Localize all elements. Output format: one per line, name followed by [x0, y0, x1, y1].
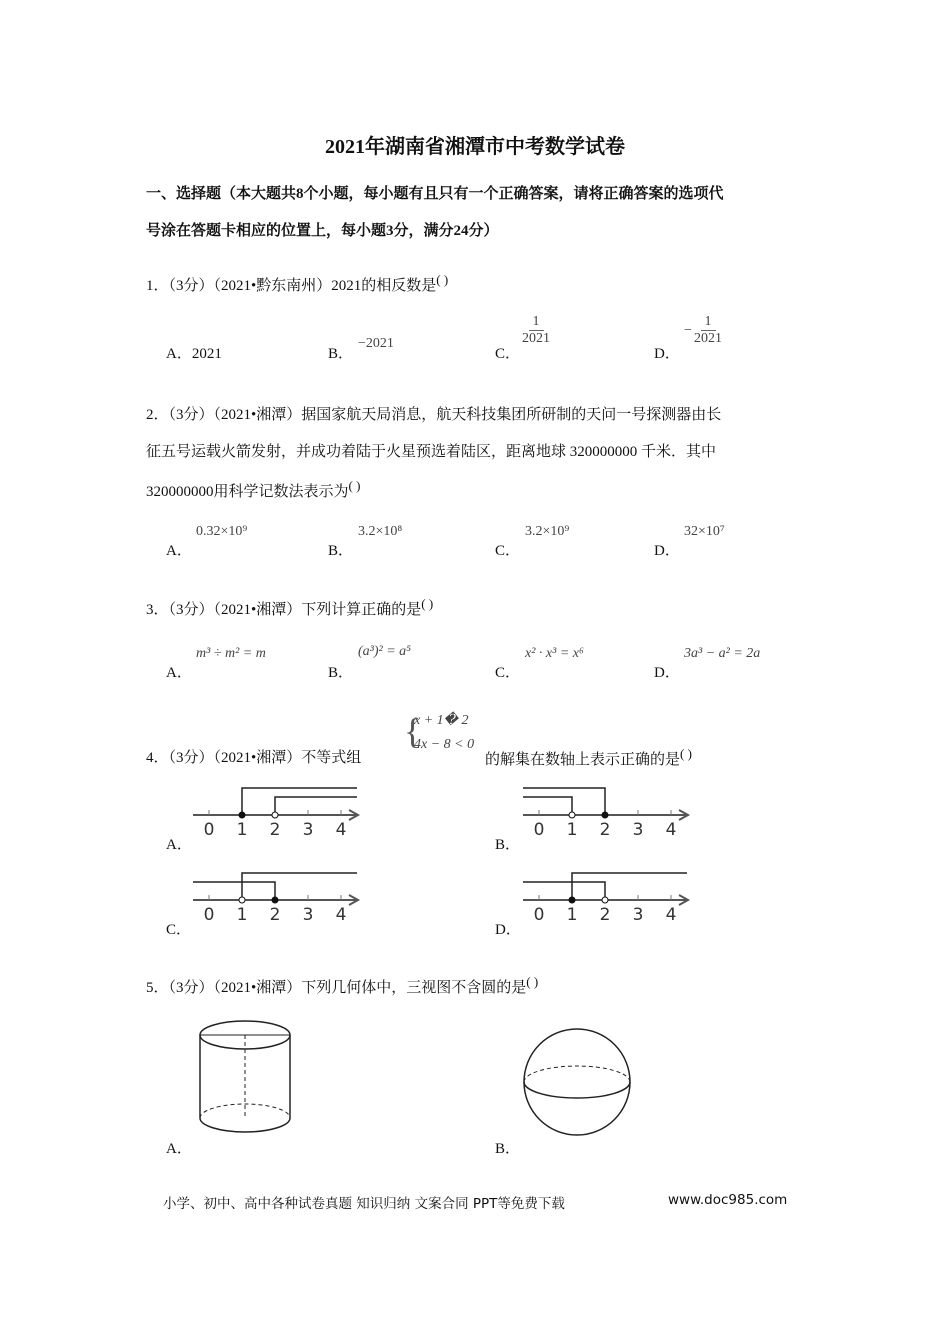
q5-stem-text: 5．（3分）（2021•湘潭）下列几何体中，三视图不含圆的是	[146, 980, 527, 996]
q4-brace: {	[404, 711, 422, 751]
q3-option-c: C．	[495, 665, 521, 681]
tick-label: 0	[533, 820, 545, 840]
q3-paren: ( )	[421, 596, 434, 611]
solution-ray	[523, 882, 605, 900]
tick-label: 0	[203, 820, 215, 840]
q1-option-b: B．	[328, 346, 354, 362]
q3-option-c-math: x² · x³ = x⁶	[525, 646, 584, 661]
tick-label: 2	[599, 905, 611, 925]
sphere-figure	[520, 1025, 635, 1140]
q5-option-b: B．	[495, 1141, 521, 1157]
tick-label: 4	[665, 820, 677, 840]
tick-label: 2	[269, 820, 281, 840]
open-point	[569, 812, 575, 818]
tick-label: 0	[533, 905, 545, 925]
q1-option-d-fraction	[694, 314, 722, 347]
number-line-a	[185, 780, 375, 842]
q2-option-a-math: 0.32×10⁹	[196, 524, 248, 539]
solution-ray	[572, 873, 687, 900]
number-line-d	[515, 865, 705, 927]
section-heading-line2: 号涂在答题卡相应的位置上，每小题3分，满分24分）	[146, 223, 499, 239]
tick-label: 2	[269, 905, 281, 925]
numerator: 1	[701, 314, 716, 331]
q3-option-a-math: m³ ÷ m² = m	[196, 646, 266, 661]
numerator: 1	[529, 314, 544, 331]
tick-label: 1	[566, 905, 578, 925]
tick-label: 3	[632, 820, 644, 840]
q2-option-a: A．	[166, 543, 192, 559]
footer-text: 小学、初中、高中各种试卷真题 知识归纳 文案合同 PPT等免费下载	[163, 1196, 565, 1212]
q2-paren: ( )	[348, 478, 361, 493]
q3-option-d: D．	[654, 665, 680, 681]
q2-option-c: C．	[495, 543, 521, 559]
tick-label: 4	[665, 905, 677, 925]
q5-stem	[146, 974, 538, 997]
tick-label: 4	[335, 820, 347, 840]
q1-option-c: C．	[495, 346, 521, 362]
open-point	[272, 812, 278, 818]
q1-option-d-sign: −	[684, 323, 692, 338]
tick-label: 3	[302, 820, 314, 840]
q5-option-a: A．	[166, 1141, 192, 1157]
q2-option-d-math: 32×10⁷	[684, 524, 725, 539]
q1-option-a: A．2021	[166, 346, 222, 362]
q4-paren: ( )	[680, 746, 692, 761]
q4-option-c: C．	[166, 922, 192, 938]
q2-line2: 征五号运载火箭发射，并成功着陆于火星预选着陆区，距离地球 320000000 千米．其中	[146, 444, 717, 460]
closed-point	[602, 812, 608, 818]
q2-line3-text: 320000000用科学记数法表示为	[146, 484, 349, 500]
q1-option-d: D．	[654, 346, 680, 362]
q1-paren: ( )	[436, 272, 449, 287]
q5-paren: ( )	[526, 974, 539, 989]
solution-ray	[275, 797, 357, 815]
q4-stem-post-text: 的解集在数轴上表示正确的是	[485, 752, 681, 768]
q3-stem	[146, 596, 433, 619]
q1-stem	[146, 272, 448, 295]
q2-option-d: D．	[654, 543, 680, 559]
page-title: 2021年湖南省湘潭市中考数学试卷	[325, 136, 625, 158]
tick-label: 3	[302, 905, 314, 925]
section-heading-line1: 一、选择题（本大题共8个小题，每小题有且只有一个正确答案，请将正确答案的选项代	[146, 186, 724, 202]
q2-option-b-math: 3.2×10⁸	[358, 524, 403, 539]
q2-option-c-math: 3.2×10⁹	[525, 524, 570, 539]
q3-stem-text: 3．（3分）（2021•湘潭）下列计算正确的是	[146, 602, 422, 618]
q3-option-d-math: 3a³ − a² = 2a	[684, 646, 761, 661]
tick-label: 1	[566, 820, 578, 840]
q3-option-b-math: (a³)² = a⁵	[358, 644, 412, 659]
tick-label: 4	[335, 905, 347, 925]
closed-point	[272, 897, 278, 903]
solution-ray	[523, 788, 605, 815]
q4-option-d: D．	[495, 922, 521, 938]
tick-label: 1	[236, 820, 248, 840]
q4-system-2: 4x − 8 < 0	[414, 737, 475, 752]
q4-system-1: x + 1� 2	[414, 713, 469, 728]
denominator: 2021	[522, 331, 550, 346]
open-point	[239, 897, 245, 903]
closed-point	[569, 897, 575, 903]
tick-label: 1	[236, 905, 248, 925]
tick-label: 3	[632, 905, 644, 925]
solution-ray	[193, 882, 275, 900]
q2-line1: 2．（3分）（2021•湘潭）据国家航天局消息，航天科技集团所研制的天问一号探测器由长	[146, 407, 722, 423]
denominator: 2021	[694, 331, 722, 346]
solution-ray	[242, 788, 357, 815]
q4-option-a: A．	[166, 837, 192, 853]
q3-option-a: A．	[166, 665, 192, 681]
number-line-b	[515, 780, 705, 842]
solution-ray	[523, 797, 572, 815]
q1-option-b-math: −2021	[358, 336, 394, 351]
tick-label: 2	[599, 820, 611, 840]
cylinder-figure	[190, 1015, 300, 1140]
footer-link[interactable]: www.doc985.com	[668, 1192, 788, 1208]
q3-option-b: B．	[328, 665, 354, 681]
q4-stem-post	[485, 746, 692, 769]
q2-option-b: B．	[328, 543, 354, 559]
q4-stem-pre: 4．（3分）（2021•湘潭）不等式组	[146, 750, 362, 766]
tick-label: 0	[203, 905, 215, 925]
open-point	[602, 897, 608, 903]
closed-point	[239, 812, 245, 818]
q2-line3	[146, 478, 360, 501]
number-line-c	[185, 865, 375, 927]
q1-stem-text: 1．（3分）（2021•黔东南州）2021的相反数是	[146, 278, 437, 294]
q4-option-b: B．	[495, 837, 521, 853]
q1-option-c-fraction	[522, 314, 550, 347]
solution-ray	[242, 873, 357, 900]
